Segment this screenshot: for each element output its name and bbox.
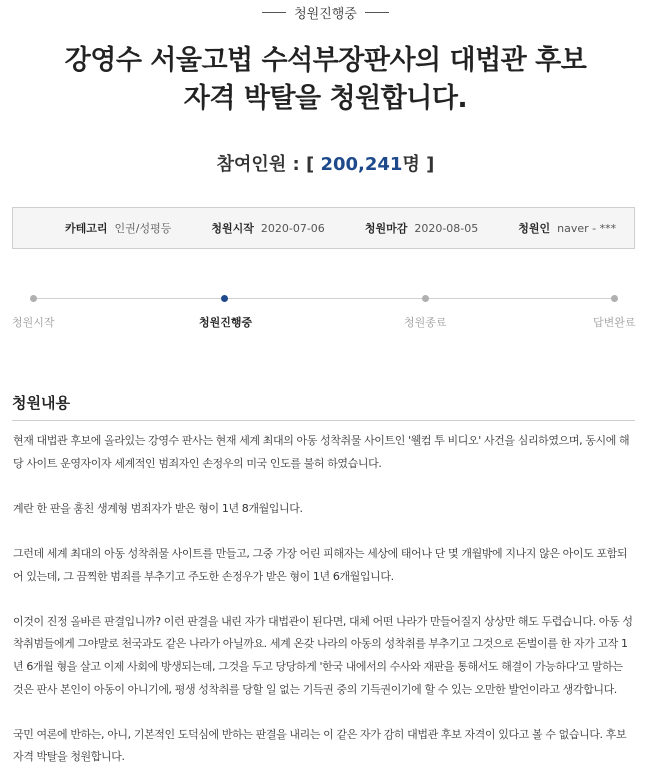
- content-paragraph: 이것이 진정 올바른 판결입니까? 이런 판결을 내린 자가 대법관이 된다면, 대체 어떤 나라가 만들어질지 상상만 해도 두렵습니다. 아동 성착취범들에게 그야말로 천국과도 같은 나라가 아닐까요. 세계 온갖 나라의 아동의 성착취를 부추기고 그것으로 돈벌이를 한 자가 고작 1년 6개월 형을 살고 이제 사회에 방생되는데, 그것을 두고 당당하게 '한국 내에서의 수사와 재판을 통해서도 해결이 가능하다'고 말하는 것은 판사 본인이 아동이 아니기에, 평생 성착취를 당할 일 없는 기득권 중의 기득권이기에 할 수 있는 오만한 발언이라고 생각합니다.: [13, 614, 633, 696]
- info-end-value: 2020-08-05: [414, 221, 479, 235]
- progress-step-start: 청원시작: [12, 316, 55, 329]
- petition-status: [0, 2, 651, 22]
- status-dash-right: [365, 12, 389, 13]
- info-category: [65, 220, 171, 236]
- progress-dot-answered: [611, 295, 618, 302]
- progress-dot-in-progress: [221, 295, 228, 302]
- content-paragraph: 현재 대법관 후보에 올라있는 강영수 판사는 현재 세계 최대의 아동 성착취물 사이트인 '웰컴 투 비디오' 사건을 심리하였으며, 동시에 해당 사이트 운영자이자 세계적인 범죄자인 손정우의 미국 인도를 불허 하였습니다.: [13, 434, 630, 470]
- participant-close-bracket: ]: [426, 154, 435, 175]
- progress-dot-closed: [422, 295, 429, 302]
- participant-count: [0, 150, 651, 176]
- content-paragraph: 계란 한 판을 훔친 생계형 범죄자가 받은 형이 1년 8개월입니다.: [13, 501, 303, 515]
- section-divider: [12, 420, 635, 421]
- petition-progress-tracker: [0, 290, 651, 330]
- info-end-date: [365, 220, 478, 236]
- participant-unit: 명: [402, 154, 420, 175]
- status-dash-left: [262, 12, 286, 13]
- petition-info-box: [12, 207, 635, 249]
- progress-dot-start: [30, 295, 37, 302]
- participant-number: 200,241: [320, 154, 403, 175]
- status-label: 청원진행중: [294, 6, 357, 22]
- petition-title-line-1: 강영수 서울고법 수석부장판사의 대법관 후보: [64, 45, 587, 76]
- info-end-label: 청원마감: [364, 222, 408, 235]
- info-start-date: [211, 220, 324, 236]
- info-category-value: 인권/성평등: [114, 222, 172, 235]
- progress-step-closed: 청원종료: [404, 316, 447, 329]
- progress-step-answered: 답변완료: [593, 316, 636, 329]
- content-paragraph: 국민 여론에 반하는, 아니, 기본적인 도덕심에 반하는 판결을 내리는 이 같은 자가 감히 대법관 후보 자격이 있다고 볼 수 없습니다. 후보 자격 박탈을 청원합니다.: [13, 727, 627, 764]
- info-category-label: 카테고리: [65, 222, 108, 235]
- info-author-value: naver - ***: [557, 221, 617, 235]
- content-section-title: 청원내용: [12, 394, 70, 412]
- participant-label: 참여인원 : [: [216, 154, 315, 175]
- petition-content: [13, 430, 633, 775]
- petition-title: [0, 42, 651, 118]
- petition-title-line-2: 자격 박탈을 청원합니다.: [183, 83, 468, 114]
- info-start-value: 2020-07-06: [260, 221, 325, 235]
- progress-step-in-progress: 청원진행중: [199, 316, 253, 329]
- info-start-label: 청원시작: [211, 222, 254, 235]
- info-author-label: 청원인: [518, 222, 551, 235]
- content-paragraph: 그런데 세계 최대의 아동 성착취물 사이트를 만들고, 그중 가장 어린 피해자는 세상에 태어나 단 몇 개월밖에 지나지 않은 아이도 포함되어 있는데, 그 끔찍한 범죄를 부추기고 주도한 손정우가 받은 형이 1년 6개월입니다.: [13, 546, 628, 583]
- info-author: [518, 220, 616, 236]
- progress-line: [33, 298, 615, 299]
